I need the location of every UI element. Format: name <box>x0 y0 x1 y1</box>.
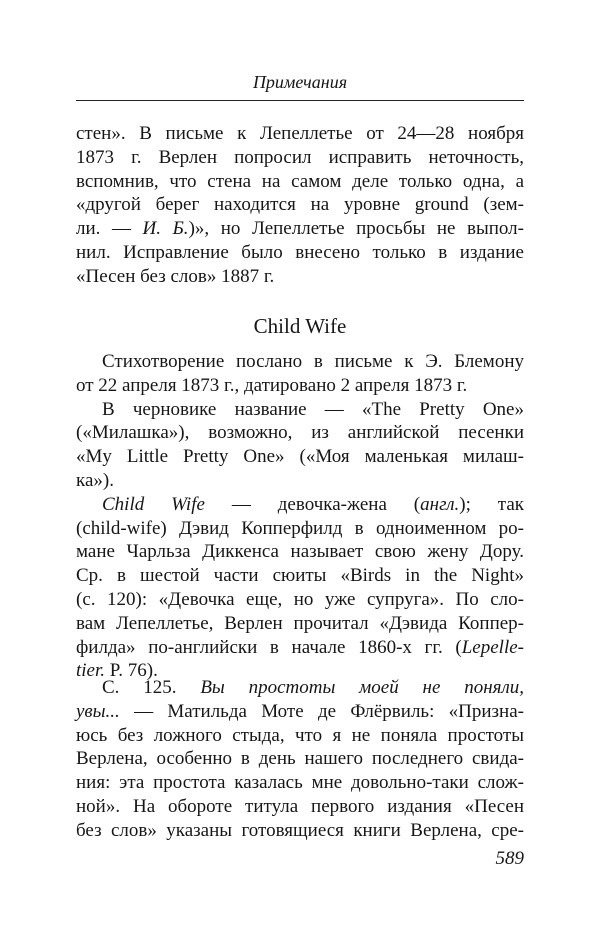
text-fragment: P. 76). <box>105 660 158 682</box>
citation: tier. <box>76 660 106 682</box>
text-line: без слов» указаны готовящиеся книги Верлена, сре- <box>76 819 524 841</box>
text-line: от 22 апреля 1873 г., датировано 2 апреля 1873 г. <box>76 374 468 396</box>
text-line <box>76 700 524 724</box>
text-line <box>76 493 524 517</box>
initials: И. Б. <box>142 218 189 240</box>
text-fragment: — Матильда Моте де Флёрвиль: «Призна- <box>119 700 524 722</box>
text-line: «My Little Pretty One» («Моя маленькая милаш- <box>76 446 524 468</box>
running-header: Примечания <box>76 70 524 101</box>
quotation: Вы простоты моей не поняли, <box>200 677 524 698</box>
text-line: стен». В письме к Лепеллетье от 24—28 ноября <box>76 123 524 144</box>
text-fragment: ); так <box>459 493 524 515</box>
paragraph-page-note <box>76 676 524 843</box>
page-reference: С. 125. <box>102 677 201 698</box>
text-line <box>76 217 524 241</box>
text-line: «другой берег находится на уровне ground (зем- <box>76 194 524 216</box>
quotation: увы... <box>76 700 120 722</box>
text-line: В черновике название — «The Pretty One» <box>102 398 524 420</box>
text-line: мане Чарльза Диккенса называет свою жену Дору. <box>76 541 524 563</box>
text-line: Верлена, особенно в день нашего последнего свида- <box>76 748 524 770</box>
citation: Lepelle- <box>461 636 524 658</box>
text-line: вспомнив, что стена на самом деле только одна, а <box>76 170 524 192</box>
text-fragment: )», но Лепеллетье просьбы не выпол- <box>188 218 524 240</box>
text-line: «Песен без слов» 1887 г. <box>76 265 275 287</box>
paragraph-continuation <box>76 122 524 289</box>
text-line: Ср. в шестой части сюиты «Birds in the Night» <box>76 565 524 587</box>
section-title: Child Wife <box>253 314 347 338</box>
paragraph-notes <box>76 350 524 683</box>
text-line: 1873 г. Верлен попросил исправить неточность, <box>76 146 524 168</box>
text-line: ной». На обороте титула первого издания «Песен <box>76 795 524 817</box>
text-line <box>76 636 524 660</box>
text-line: («Милашка»), возможно, из английской песенки <box>76 422 524 444</box>
text-line: юсь без ложного стыда, что я не поняла простоты <box>76 724 524 746</box>
text-line: вам Лепеллетье, Верлен прочитал «Дэвида Коппер- <box>76 612 524 634</box>
text-line: (child-wife) Дэвид Копперфилд в одноименном ро- <box>76 517 524 539</box>
text-fragment: — девочка-жена ( <box>204 493 421 515</box>
page-number: 589 <box>495 848 524 869</box>
abbreviation: англ. <box>420 493 460 515</box>
text-line: (с. 120): «Девочка еще, но уже супруга». По сло- <box>76 588 524 610</box>
text-line: Стихотворение послано в письме к Э. Блемону <box>102 351 524 372</box>
text-line <box>76 676 524 700</box>
text-line: нил. Исправление было внесено только в издание <box>76 241 524 263</box>
text-fragment: филда» по-английски в начале 1860-х гг. ( <box>76 636 462 658</box>
text-line: ния: эта простота казалась мне довольно-таки слож- <box>76 772 524 794</box>
term: Child Wife <box>102 493 205 515</box>
text-fragment: ли. — <box>76 218 143 240</box>
text-line: ка»). <box>76 469 114 491</box>
